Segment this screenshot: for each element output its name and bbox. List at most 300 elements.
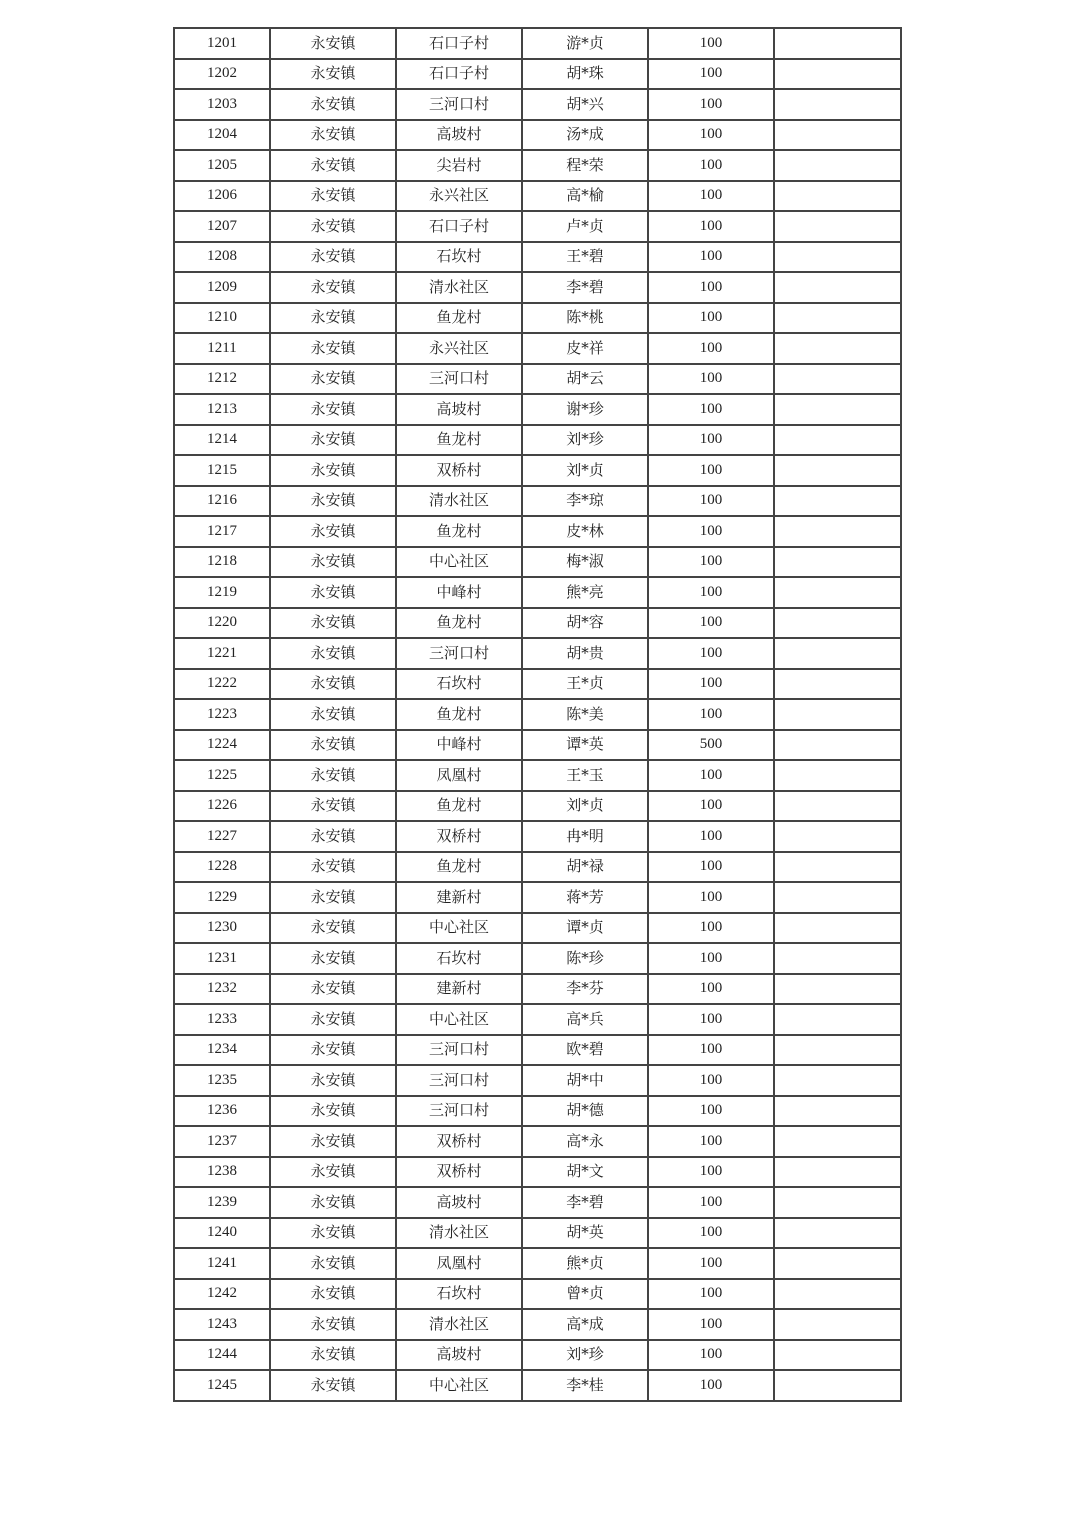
person-name-cell: 李*碧 bbox=[522, 1187, 648, 1218]
person-name-cell: 王*贞 bbox=[522, 669, 648, 700]
row-number-cell: 1238 bbox=[174, 1157, 270, 1188]
amount-cell: 100 bbox=[648, 699, 774, 730]
person-name-cell: 刘*贞 bbox=[522, 791, 648, 822]
person-name-cell: 胡*英 bbox=[522, 1218, 648, 1249]
village-cell: 高坡村 bbox=[396, 1187, 522, 1218]
village-cell: 鱼龙村 bbox=[396, 791, 522, 822]
town-cell: 永安镇 bbox=[270, 1218, 396, 1249]
row-number-cell: 1229 bbox=[174, 882, 270, 913]
amount-cell: 100 bbox=[648, 1340, 774, 1371]
amount-cell: 100 bbox=[648, 181, 774, 212]
person-name-cell: 皮*林 bbox=[522, 516, 648, 547]
village-cell: 建新村 bbox=[396, 974, 522, 1005]
person-name-cell: 游*贞 bbox=[522, 28, 648, 59]
row-number-cell: 1205 bbox=[174, 150, 270, 181]
amount-cell: 100 bbox=[648, 1004, 774, 1035]
village-cell: 中心社区 bbox=[396, 1370, 522, 1401]
person-name-cell: 胡*德 bbox=[522, 1096, 648, 1127]
row-number-cell: 1223 bbox=[174, 699, 270, 730]
village-cell: 中峰村 bbox=[396, 577, 522, 608]
note-cell bbox=[774, 59, 901, 90]
amount-cell: 100 bbox=[648, 272, 774, 303]
person-name-cell: 高*成 bbox=[522, 1309, 648, 1340]
note-cell bbox=[774, 242, 901, 273]
table-row bbox=[174, 1096, 901, 1127]
row-number-cell: 1225 bbox=[174, 760, 270, 791]
table-row bbox=[174, 394, 901, 425]
town-cell: 永安镇 bbox=[270, 1279, 396, 1310]
table-row bbox=[174, 1370, 901, 1401]
amount-cell: 100 bbox=[648, 547, 774, 578]
row-number-cell: 1241 bbox=[174, 1248, 270, 1279]
note-cell bbox=[774, 303, 901, 334]
table-row bbox=[174, 1218, 901, 1249]
row-number-cell: 1231 bbox=[174, 943, 270, 974]
table-row bbox=[174, 486, 901, 517]
row-number-cell: 1204 bbox=[174, 120, 270, 151]
person-name-cell: 曾*贞 bbox=[522, 1279, 648, 1310]
amount-cell: 100 bbox=[648, 516, 774, 547]
row-number-cell: 1235 bbox=[174, 1065, 270, 1096]
table-row bbox=[174, 852, 901, 883]
town-cell: 永安镇 bbox=[270, 791, 396, 822]
town-cell: 永安镇 bbox=[270, 59, 396, 90]
row-number-cell: 1207 bbox=[174, 211, 270, 242]
amount-cell: 100 bbox=[648, 1309, 774, 1340]
table-row bbox=[174, 1035, 901, 1066]
amount-cell: 100 bbox=[648, 821, 774, 852]
note-cell bbox=[774, 364, 901, 395]
note-cell bbox=[774, 1187, 901, 1218]
person-name-cell: 欧*碧 bbox=[522, 1035, 648, 1066]
note-cell bbox=[774, 333, 901, 364]
town-cell: 永安镇 bbox=[270, 333, 396, 364]
row-number-cell: 1224 bbox=[174, 730, 270, 761]
amount-cell: 100 bbox=[648, 242, 774, 273]
table-row bbox=[174, 59, 901, 90]
village-cell: 双桥村 bbox=[396, 821, 522, 852]
village-cell: 高坡村 bbox=[396, 120, 522, 151]
person-name-cell: 蒋*芳 bbox=[522, 882, 648, 913]
person-name-cell: 陈*桃 bbox=[522, 303, 648, 334]
note-cell bbox=[774, 1309, 901, 1340]
village-cell: 双桥村 bbox=[396, 1157, 522, 1188]
amount-cell: 100 bbox=[648, 120, 774, 151]
note-cell bbox=[774, 638, 901, 669]
row-number-cell: 1245 bbox=[174, 1370, 270, 1401]
village-cell: 中峰村 bbox=[396, 730, 522, 761]
town-cell: 永安镇 bbox=[270, 181, 396, 212]
town-cell: 永安镇 bbox=[270, 28, 396, 59]
note-cell bbox=[774, 486, 901, 517]
person-name-cell: 胡*文 bbox=[522, 1157, 648, 1188]
village-cell: 高坡村 bbox=[396, 1340, 522, 1371]
village-cell: 三河口村 bbox=[396, 1035, 522, 1066]
village-cell: 鱼龙村 bbox=[396, 852, 522, 883]
amount-cell: 100 bbox=[648, 1065, 774, 1096]
person-name-cell: 程*荣 bbox=[522, 150, 648, 181]
town-cell: 永安镇 bbox=[270, 425, 396, 456]
village-cell: 鱼龙村 bbox=[396, 516, 522, 547]
table-row bbox=[174, 669, 901, 700]
table-row bbox=[174, 943, 901, 974]
note-cell bbox=[774, 394, 901, 425]
person-name-cell: 熊*亮 bbox=[522, 577, 648, 608]
note-cell bbox=[774, 1340, 901, 1371]
table-row bbox=[174, 1187, 901, 1218]
amount-cell: 100 bbox=[648, 669, 774, 700]
amount-cell: 100 bbox=[648, 89, 774, 120]
note-cell bbox=[774, 943, 901, 974]
person-name-cell: 刘*贞 bbox=[522, 455, 648, 486]
village-cell: 永兴社区 bbox=[396, 181, 522, 212]
amount-cell: 100 bbox=[648, 394, 774, 425]
person-name-cell: 王*玉 bbox=[522, 760, 648, 791]
person-name-cell: 梅*淑 bbox=[522, 547, 648, 578]
town-cell: 永安镇 bbox=[270, 242, 396, 273]
person-name-cell: 胡*贵 bbox=[522, 638, 648, 669]
note-cell bbox=[774, 272, 901, 303]
row-number-cell: 1243 bbox=[174, 1309, 270, 1340]
row-number-cell: 1216 bbox=[174, 486, 270, 517]
person-name-cell: 高*永 bbox=[522, 1126, 648, 1157]
row-number-cell: 1208 bbox=[174, 242, 270, 273]
note-cell bbox=[774, 791, 901, 822]
amount-cell: 100 bbox=[648, 28, 774, 59]
person-name-cell: 刘*珍 bbox=[522, 425, 648, 456]
note-cell bbox=[774, 852, 901, 883]
person-name-cell: 高*兵 bbox=[522, 1004, 648, 1035]
amount-cell: 100 bbox=[648, 1248, 774, 1279]
town-cell: 永安镇 bbox=[270, 272, 396, 303]
village-cell: 三河口村 bbox=[396, 1065, 522, 1096]
amount-cell: 100 bbox=[648, 455, 774, 486]
table-row bbox=[174, 1340, 901, 1371]
amount-cell: 100 bbox=[648, 943, 774, 974]
note-cell bbox=[774, 1126, 901, 1157]
note-cell bbox=[774, 974, 901, 1005]
village-cell: 三河口村 bbox=[396, 364, 522, 395]
amount-cell: 100 bbox=[648, 913, 774, 944]
village-cell: 中心社区 bbox=[396, 1004, 522, 1035]
amount-cell: 100 bbox=[648, 211, 774, 242]
amount-cell: 100 bbox=[648, 852, 774, 883]
village-cell: 三河口村 bbox=[396, 89, 522, 120]
village-cell: 三河口村 bbox=[396, 1096, 522, 1127]
village-cell: 尖岩村 bbox=[396, 150, 522, 181]
table-row bbox=[174, 882, 901, 913]
town-cell: 永安镇 bbox=[270, 1370, 396, 1401]
town-cell: 永安镇 bbox=[270, 455, 396, 486]
row-number-cell: 1220 bbox=[174, 608, 270, 639]
table-row bbox=[174, 1279, 901, 1310]
row-number-cell: 1230 bbox=[174, 913, 270, 944]
person-name-cell: 胡*珠 bbox=[522, 59, 648, 90]
note-cell bbox=[774, 1035, 901, 1066]
row-number-cell: 1222 bbox=[174, 669, 270, 700]
note-cell bbox=[774, 120, 901, 151]
table-row bbox=[174, 821, 901, 852]
note-cell bbox=[774, 28, 901, 59]
amount-cell: 100 bbox=[648, 1370, 774, 1401]
table-row bbox=[174, 516, 901, 547]
records-table-body bbox=[174, 28, 901, 1401]
note-cell bbox=[774, 150, 901, 181]
table-row bbox=[174, 1157, 901, 1188]
amount-cell: 100 bbox=[648, 882, 774, 913]
town-cell: 永安镇 bbox=[270, 852, 396, 883]
amount-cell: 100 bbox=[648, 608, 774, 639]
person-name-cell: 皮*祥 bbox=[522, 333, 648, 364]
town-cell: 永安镇 bbox=[270, 120, 396, 151]
table-row bbox=[174, 425, 901, 456]
amount-cell: 100 bbox=[648, 150, 774, 181]
person-name-cell: 谢*珍 bbox=[522, 394, 648, 425]
village-cell: 鱼龙村 bbox=[396, 303, 522, 334]
village-cell: 双桥村 bbox=[396, 1126, 522, 1157]
person-name-cell: 谭*贞 bbox=[522, 913, 648, 944]
town-cell: 永安镇 bbox=[270, 486, 396, 517]
table-row bbox=[174, 730, 901, 761]
person-name-cell: 卢*贞 bbox=[522, 211, 648, 242]
village-cell: 清水社区 bbox=[396, 1218, 522, 1249]
note-cell bbox=[774, 1004, 901, 1035]
amount-cell: 100 bbox=[648, 303, 774, 334]
row-number-cell: 1232 bbox=[174, 974, 270, 1005]
row-number-cell: 1237 bbox=[174, 1126, 270, 1157]
village-cell: 鱼龙村 bbox=[396, 425, 522, 456]
amount-cell: 100 bbox=[648, 486, 774, 517]
town-cell: 永安镇 bbox=[270, 943, 396, 974]
town-cell: 永安镇 bbox=[270, 364, 396, 395]
town-cell: 永安镇 bbox=[270, 760, 396, 791]
note-cell bbox=[774, 1065, 901, 1096]
town-cell: 永安镇 bbox=[270, 1157, 396, 1188]
town-cell: 永安镇 bbox=[270, 1340, 396, 1371]
amount-cell: 100 bbox=[648, 1187, 774, 1218]
note-cell bbox=[774, 760, 901, 791]
row-number-cell: 1221 bbox=[174, 638, 270, 669]
town-cell: 永安镇 bbox=[270, 913, 396, 944]
village-cell: 鱼龙村 bbox=[396, 608, 522, 639]
amount-cell: 100 bbox=[648, 333, 774, 364]
row-number-cell: 1217 bbox=[174, 516, 270, 547]
village-cell: 中心社区 bbox=[396, 547, 522, 578]
town-cell: 永安镇 bbox=[270, 516, 396, 547]
note-cell bbox=[774, 821, 901, 852]
table-row bbox=[174, 333, 901, 364]
town-cell: 永安镇 bbox=[270, 1187, 396, 1218]
village-cell: 清水社区 bbox=[396, 272, 522, 303]
amount-cell: 100 bbox=[648, 1279, 774, 1310]
amount-cell: 100 bbox=[648, 1035, 774, 1066]
village-cell: 清水社区 bbox=[396, 1309, 522, 1340]
table-row bbox=[174, 181, 901, 212]
note-cell bbox=[774, 1370, 901, 1401]
row-number-cell: 1206 bbox=[174, 181, 270, 212]
note-cell bbox=[774, 89, 901, 120]
town-cell: 永安镇 bbox=[270, 1126, 396, 1157]
town-cell: 永安镇 bbox=[270, 394, 396, 425]
amount-cell: 100 bbox=[648, 791, 774, 822]
row-number-cell: 1215 bbox=[174, 455, 270, 486]
person-name-cell: 汤*成 bbox=[522, 120, 648, 151]
note-cell bbox=[774, 1157, 901, 1188]
amount-cell: 100 bbox=[648, 1157, 774, 1188]
row-number-cell: 1209 bbox=[174, 272, 270, 303]
table-row bbox=[174, 1248, 901, 1279]
row-number-cell: 1201 bbox=[174, 28, 270, 59]
amount-cell: 100 bbox=[648, 760, 774, 791]
row-number-cell: 1213 bbox=[174, 394, 270, 425]
row-number-cell: 1214 bbox=[174, 425, 270, 456]
note-cell bbox=[774, 913, 901, 944]
amount-cell: 100 bbox=[648, 425, 774, 456]
village-cell: 石坎村 bbox=[396, 1279, 522, 1310]
amount-cell: 500 bbox=[648, 730, 774, 761]
row-number-cell: 1211 bbox=[174, 333, 270, 364]
note-cell bbox=[774, 211, 901, 242]
table-row bbox=[174, 1126, 901, 1157]
table-row bbox=[174, 272, 901, 303]
village-cell: 高坡村 bbox=[396, 394, 522, 425]
table-row bbox=[174, 791, 901, 822]
amount-cell: 100 bbox=[648, 638, 774, 669]
village-cell: 石坎村 bbox=[396, 669, 522, 700]
person-name-cell: 李*芬 bbox=[522, 974, 648, 1005]
row-number-cell: 1218 bbox=[174, 547, 270, 578]
row-number-cell: 1240 bbox=[174, 1218, 270, 1249]
table-row bbox=[174, 760, 901, 791]
table-row bbox=[174, 150, 901, 181]
table-row bbox=[174, 974, 901, 1005]
town-cell: 永安镇 bbox=[270, 89, 396, 120]
table-row bbox=[174, 608, 901, 639]
row-number-cell: 1233 bbox=[174, 1004, 270, 1035]
amount-cell: 100 bbox=[648, 364, 774, 395]
town-cell: 永安镇 bbox=[270, 577, 396, 608]
note-cell bbox=[774, 547, 901, 578]
person-name-cell: 李*琼 bbox=[522, 486, 648, 517]
person-name-cell: 王*碧 bbox=[522, 242, 648, 273]
village-cell: 永兴社区 bbox=[396, 333, 522, 364]
village-cell: 石坎村 bbox=[396, 242, 522, 273]
table-row bbox=[174, 455, 901, 486]
town-cell: 永安镇 bbox=[270, 1309, 396, 1340]
town-cell: 永安镇 bbox=[270, 882, 396, 913]
town-cell: 永安镇 bbox=[270, 211, 396, 242]
table-row bbox=[174, 913, 901, 944]
village-cell: 石口子村 bbox=[396, 211, 522, 242]
person-name-cell: 李*碧 bbox=[522, 272, 648, 303]
town-cell: 永安镇 bbox=[270, 1065, 396, 1096]
town-cell: 永安镇 bbox=[270, 1248, 396, 1279]
table-row bbox=[174, 120, 901, 151]
row-number-cell: 1210 bbox=[174, 303, 270, 334]
note-cell bbox=[774, 1218, 901, 1249]
town-cell: 永安镇 bbox=[270, 669, 396, 700]
village-cell: 三河口村 bbox=[396, 638, 522, 669]
village-cell: 鱼龙村 bbox=[396, 699, 522, 730]
town-cell: 永安镇 bbox=[270, 699, 396, 730]
town-cell: 永安镇 bbox=[270, 303, 396, 334]
table-row bbox=[174, 242, 901, 273]
table-row bbox=[174, 211, 901, 242]
table-row bbox=[174, 28, 901, 59]
row-number-cell: 1228 bbox=[174, 852, 270, 883]
town-cell: 永安镇 bbox=[270, 730, 396, 761]
village-cell: 双桥村 bbox=[396, 455, 522, 486]
row-number-cell: 1219 bbox=[174, 577, 270, 608]
note-cell bbox=[774, 181, 901, 212]
note-cell bbox=[774, 1279, 901, 1310]
table-row bbox=[174, 638, 901, 669]
amount-cell: 100 bbox=[648, 1096, 774, 1127]
note-cell bbox=[774, 699, 901, 730]
town-cell: 永安镇 bbox=[270, 547, 396, 578]
village-cell: 石坎村 bbox=[396, 943, 522, 974]
person-name-cell: 胡*兴 bbox=[522, 89, 648, 120]
person-name-cell: 陈*美 bbox=[522, 699, 648, 730]
note-cell bbox=[774, 608, 901, 639]
note-cell bbox=[774, 516, 901, 547]
note-cell bbox=[774, 455, 901, 486]
village-cell: 凤凰村 bbox=[396, 1248, 522, 1279]
person-name-cell: 刘*珍 bbox=[522, 1340, 648, 1371]
person-name-cell: 胡*中 bbox=[522, 1065, 648, 1096]
village-cell: 建新村 bbox=[396, 882, 522, 913]
row-number-cell: 1234 bbox=[174, 1035, 270, 1066]
table-row bbox=[174, 364, 901, 395]
table-row bbox=[174, 577, 901, 608]
person-name-cell: 胡*云 bbox=[522, 364, 648, 395]
row-number-cell: 1203 bbox=[174, 89, 270, 120]
row-number-cell: 1239 bbox=[174, 1187, 270, 1218]
village-cell: 石口子村 bbox=[396, 28, 522, 59]
amount-cell: 100 bbox=[648, 974, 774, 1005]
note-cell bbox=[774, 577, 901, 608]
town-cell: 永安镇 bbox=[270, 821, 396, 852]
note-cell bbox=[774, 730, 901, 761]
amount-cell: 100 bbox=[648, 1218, 774, 1249]
table-row bbox=[174, 1309, 901, 1340]
records-table-container bbox=[173, 27, 900, 1402]
note-cell bbox=[774, 882, 901, 913]
table-row bbox=[174, 699, 901, 730]
row-number-cell: 1202 bbox=[174, 59, 270, 90]
town-cell: 永安镇 bbox=[270, 638, 396, 669]
table-row bbox=[174, 303, 901, 334]
amount-cell: 100 bbox=[648, 59, 774, 90]
person-name-cell: 李*桂 bbox=[522, 1370, 648, 1401]
town-cell: 永安镇 bbox=[270, 608, 396, 639]
amount-cell: 100 bbox=[648, 577, 774, 608]
town-cell: 永安镇 bbox=[270, 974, 396, 1005]
person-name-cell: 熊*贞 bbox=[522, 1248, 648, 1279]
records-table bbox=[173, 27, 902, 1402]
row-number-cell: 1242 bbox=[174, 1279, 270, 1310]
note-cell bbox=[774, 1248, 901, 1279]
note-cell bbox=[774, 669, 901, 700]
person-name-cell: 胡*禄 bbox=[522, 852, 648, 883]
person-name-cell: 陈*珍 bbox=[522, 943, 648, 974]
town-cell: 永安镇 bbox=[270, 1004, 396, 1035]
person-name-cell: 谭*英 bbox=[522, 730, 648, 761]
person-name-cell: 冉*明 bbox=[522, 821, 648, 852]
village-cell: 凤凰村 bbox=[396, 760, 522, 791]
row-number-cell: 1226 bbox=[174, 791, 270, 822]
table-row bbox=[174, 1004, 901, 1035]
